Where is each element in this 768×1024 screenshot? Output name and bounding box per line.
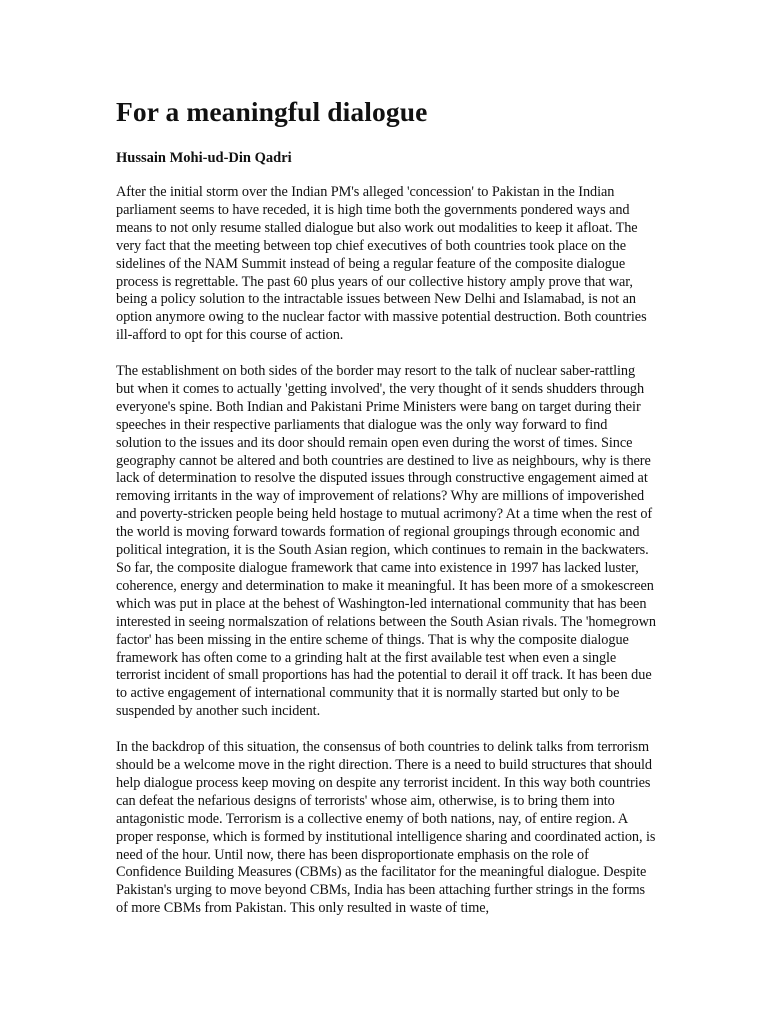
- article-author: Hussain Mohi-ud-Din Qadri: [116, 150, 292, 166]
- document-page: [116, 94, 656, 918]
- article-title: For a meaningful dialogue: [116, 96, 428, 127]
- paragraph-3: In the backdrop of this situation, the consensus of both countries to delink talks from terrorism should be a welcome move in the right direction. There is a need to build structures that should help dialogue process keep moving on despite any terrorist incident. In this way both countries can defeat the nefarious designs of terrorists' whose aim, otherwise, is to bring them into antagonistic mode. Terrorism is a collective enemy of both nations, nay, of entire region. A proper response, which is formed by institutional intelligence sharing and coordinated action, is need of the hour. Until now, there has been disproportionate emphasis on the role of Confidence Building Measures (CBMs) as the facilitator for the meaningful dialogue. Despite Pakistan's urging to move beyond CBMs, India has been attaching further strings in the forms of more CBMs from Pakistan. This only resulted in waste of time,: [116, 739, 656, 917]
- article-body: [116, 184, 656, 918]
- paragraph-1: After the initial storm over the Indian PM's alleged 'concession' to Pakistan in the Indian parliament seems to have receded, it is high time both the governments pondered ways and means to not only resume stalled dialogue but also work out modalities to keep it afloat. The very fact that the meeting between top chief executives of both countries took place on the sidelines of the NAM Summit instead of being a regular feature of the composite dialogue process is regrettable. The past 60 plus years of our collective history amply prove that war, being a policy solution to the intractable issues between New Delhi and Islamabad, is not an option anymore owing to the nuclear factor with massive potential destruction. Both countries ill-afford to opt for this course of action.: [116, 184, 647, 344]
- paragraph-2: The establishment on both sides of the border may resort to the talk of nuclear saber-rattling but when it comes to actually 'getting involved', the very thought of it sends shudders through everyone's spine. Both Indian and Pakistani Prime Ministers were bang on target during their speeches in their respective parliaments that dialogue was the only way forward to find solution to the issues and its door should remain open even during the worst of times. Since geography cannot be altered and both countries are destined to live as neighbours, why is there lack of determination to resolve the disputed issues through constructive engagement aimed at removing irritants in the way of improvement of relations? Why are millions of impoverished and poverty-stricken people being held hostage to mutual acrimony? At a time when the rest of the world is moving forward towards formation of regional groupings through economic and political integration, it is the South Asian region, which continues to remain in the backwaters. So far, the composite dialogue framework that came into existence in 1997 has lacked luster, coherence, energy and determination to make it meaningful. It has been more of a smokescreen which was put in place at the behest of Washington-led international community that has been interested in seeing normalszation of relations between the South Asian rivals. The 'homegrown factor' has been missing in the entire scheme of things. That is why the composite dialogue framework has often come to a grinding halt at the first available test when even a single terrorist incident of small proportions has had the potential to derail it off track. It has been due to active engagement of international community that it is normally started but only to be suspended by another such incident.: [116, 363, 656, 720]
